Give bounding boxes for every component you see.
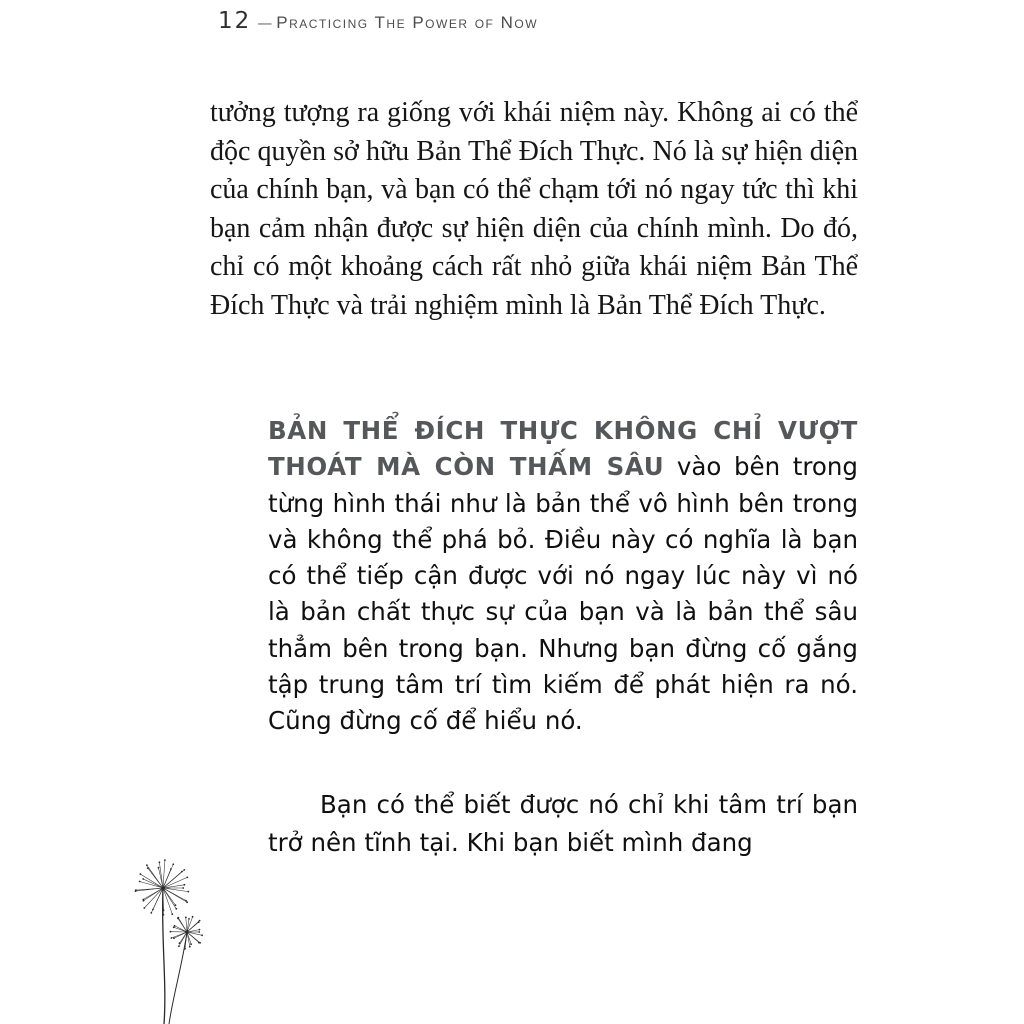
emphasis-block <box>268 413 858 740</box>
dandelion-head-small <box>170 916 204 950</box>
page-header <box>218 8 538 34</box>
emphasis-body-text: vào bên trong từng hình thái như là bản thể vô hình bên trong và không thể phá bỏ. Điều này có nghĩa là bạn có thể tiếp cận được với nó ngay lúc này vì nó là bản chất thực sự của bạn và là bản thể sâu thẳm bên trong bạn. Nhưng bạn đừng cố gắng tập trung tâm trí tìm kiếm để phát hiện ra nó. Cũng đừng cố để hiểu nó. <box>268 452 858 736</box>
body-paragraph-serif: tưởng tượng ra giống với khái niệm này. Không ai có thể độc quyền sở hữu Bản Thể Đích Thực. Nó là sự hiện diện của chính bạn, và bạn có thể chạm tới nó ngay tức thì khi bạn cảm nhận được sự hiện diện của chính mình. Do đó, chỉ có một khoảng cách rất nhỏ giữa khái niệm Bản Thể Đích Thực và trải nghiệm mình là Bản Thể Đích Thực. <box>210 97 858 321</box>
dandelion-illustration-icon <box>106 846 236 1024</box>
emphasis-lead-text: BẢN THỂ ĐÍCH THỰC KHÔNG CHỈ VƯỢT THOÁT MÀ CÒN THẤM SÂU <box>268 416 858 482</box>
page-number: 12 <box>218 8 252 34</box>
dandelion-stem-small <box>169 932 187 1024</box>
book-title: Practicing The Power of Now <box>276 13 539 32</box>
closing-paragraph: Bạn có thể biết được nó chỉ khi tâm trí bạn trở nên tĩnh tại. Khi bạn biết mình đang <box>268 790 858 857</box>
header-separator: — <box>257 14 273 32</box>
dandelion-head-large <box>135 859 190 916</box>
